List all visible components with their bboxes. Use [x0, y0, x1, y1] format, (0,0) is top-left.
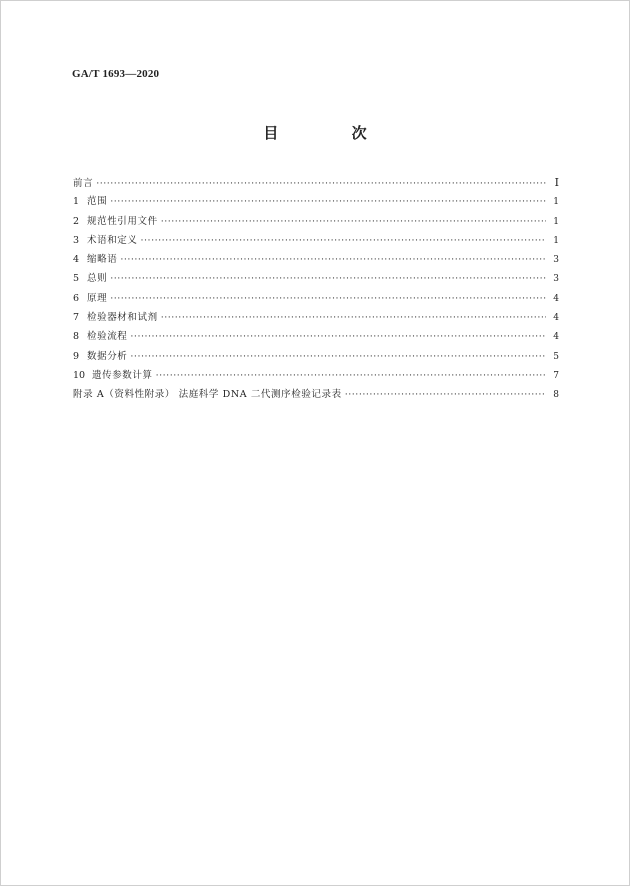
- toc-page-number: 3: [553, 274, 559, 285]
- toc-leader-dots: [161, 308, 546, 327]
- toc-number: 2: [73, 215, 80, 227]
- toc-page-number: 4: [553, 293, 559, 304]
- toc-label: 前言: [73, 178, 94, 189]
- toc-number: 4: [73, 254, 80, 266]
- toc-entry-7[interactable]: [73, 308, 559, 327]
- toc-label: 数据分析: [87, 350, 128, 362]
- toc-page-number: 8: [553, 390, 559, 401]
- toc-leader-dots: [110, 269, 546, 288]
- toc-page-number: 1: [553, 197, 559, 208]
- toc-leader-dots: [110, 192, 546, 211]
- toc-number: 1: [73, 196, 80, 208]
- toc-entry-foreword[interactable]: [73, 173, 559, 192]
- toc-label: 检验器材和试剂: [87, 312, 158, 324]
- toc-entry-2[interactable]: [73, 212, 559, 231]
- toc-label: 遗传参数计算: [92, 369, 153, 381]
- toc-label: 总则: [87, 273, 108, 285]
- toc-entry-5[interactable]: [73, 269, 559, 288]
- toc-label: 范围: [87, 196, 108, 208]
- toc-page-number: 5: [553, 351, 559, 362]
- toc-entry-6[interactable]: [73, 289, 559, 308]
- standard-code: GA/T 1693—2020: [72, 68, 160, 80]
- toc-page-number: Ⅰ: [554, 176, 559, 189]
- toc-leader-dots: [345, 385, 546, 404]
- toc-entry-9[interactable]: [73, 347, 559, 366]
- toc-page-number: 4: [553, 313, 559, 324]
- toc-number: 5: [73, 273, 80, 285]
- toc-leader-dots: [96, 174, 546, 193]
- page-title: 目 次: [263, 124, 401, 142]
- toc-entry-8[interactable]: [73, 327, 559, 346]
- toc-number: 3: [73, 234, 80, 246]
- toc-page-number: 1: [553, 216, 559, 227]
- toc-entry-1[interactable]: [73, 192, 559, 211]
- toc-entry-10[interactable]: [73, 366, 559, 385]
- toc-label: 术语和定义: [87, 234, 138, 246]
- toc-page-number: 1: [553, 235, 559, 246]
- toc-number: 7: [73, 312, 80, 324]
- toc-leader-dots: [141, 231, 546, 250]
- toc-leader-dots: [130, 327, 546, 346]
- toc-leader-dots: [161, 212, 546, 231]
- toc-label: 附录 A（资料性附录） 法庭科学 DNA 二代测序检验记录表: [73, 389, 342, 401]
- toc-leader-dots: [110, 289, 546, 308]
- toc-label: 缩略语: [87, 254, 118, 266]
- toc-page-number: 4: [553, 332, 559, 343]
- toc-label: 检验流程: [87, 331, 128, 343]
- toc-number: 8: [73, 331, 80, 343]
- toc-entry-4[interactable]: [73, 250, 559, 269]
- toc-entry-appendix-a[interactable]: [73, 385, 559, 404]
- toc-number: 6: [73, 292, 80, 304]
- toc-leader-dots: [120, 250, 546, 269]
- toc-number: 9: [73, 350, 80, 362]
- table-of-contents: [73, 173, 559, 405]
- toc-leader-dots: [130, 347, 546, 366]
- toc-entry-3[interactable]: [73, 231, 559, 250]
- toc-number: 10: [73, 369, 86, 381]
- toc-label: 规范性引用文件: [87, 215, 158, 227]
- toc-leader-dots: [156, 366, 546, 385]
- toc-page-number: 3: [553, 255, 559, 266]
- toc-label: 原理: [87, 292, 108, 304]
- toc-page-number: 7: [553, 370, 559, 381]
